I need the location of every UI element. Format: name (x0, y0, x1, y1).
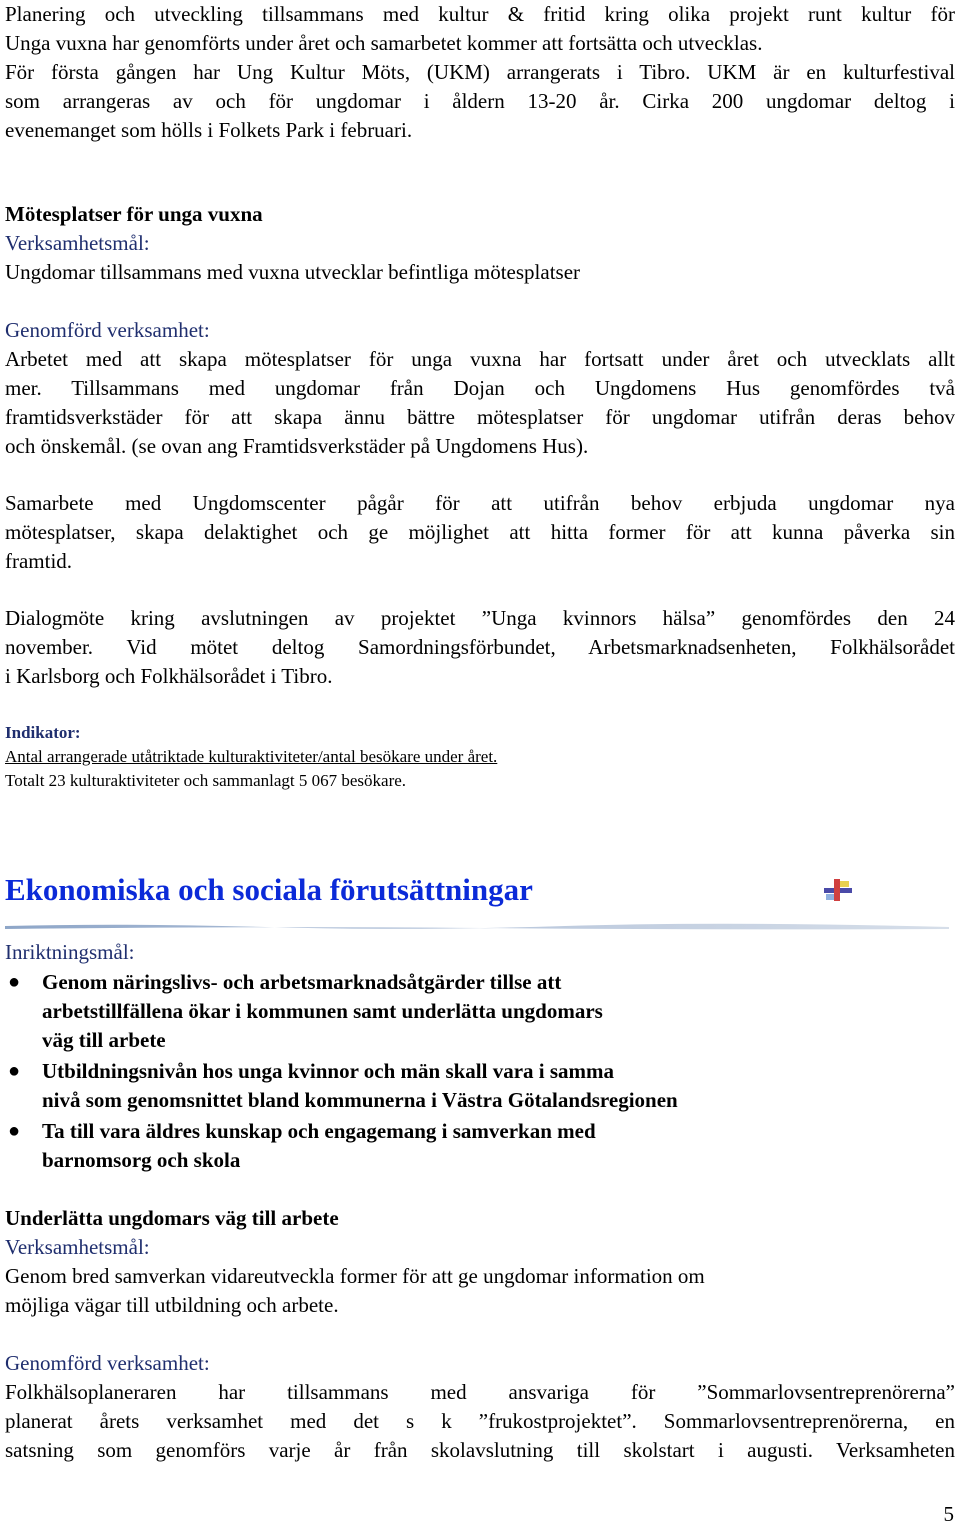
decorative-cross-icon (820, 876, 856, 904)
direction-goals-list (0, 968, 900, 1175)
done-label: Genomförd verksamhet: (5, 1351, 210, 1375)
section-heading-motesplatser: Mötesplatser för unga vuxna (5, 202, 263, 226)
text-line: planerat årets verksamhet med det s k ”frukostprojektet”. Sommarlovsentreprenörerna, en (5, 1409, 955, 1433)
text-line: Planering och utveckling tillsammans med kultur & fritid kring olika projekt runt kultur för (5, 2, 955, 26)
done-label: Genomförd verksamhet: (5, 318, 210, 342)
goal-label: Verksamhetsmål: (5, 231, 150, 255)
indicator-text-wrap (5, 744, 955, 769)
page-number: 5 (943, 1502, 954, 1526)
text-line: Dialogmöte kring avslutningen av projektet ”Unga kvinnors hälsa” genomfördes den 24 (5, 606, 955, 630)
indicator-text: Antal arrangerade utåtriktade kulturaktiviteter/antal besökare under året. (5, 747, 498, 766)
paragraph (5, 489, 955, 576)
text-line: För första gången har Ung Kultur Möts, (UKM) arrangerats i Tibro. UKM är en kulturfestival (5, 60, 955, 84)
heading-divider (5, 922, 949, 932)
direction-label: Inriktningsmål: (5, 940, 135, 964)
paragraph (5, 604, 955, 691)
text-line: Samarbete med Ungdomscenter pågår för att utifrån behov erbjuda ungdomar nya (5, 491, 955, 515)
text-line: arbetstillfällena ökar i kommunen samt underlätta ungdomars (42, 999, 603, 1023)
bullet-icon: ● (8, 1120, 21, 1142)
text-line: framtidsverkstäder för att skapa ännu bättre mötesplatser för ungdomar utifrån deras behov (5, 405, 955, 429)
indicator-label: Indikator: (5, 723, 81, 742)
text-line: som arrangeras av och för ungdomar i åldern 13-20 år. Cirka 200 ungdomar deltog i (5, 89, 955, 113)
text-line: Arbetet med att skapa mötesplatser för unga vuxna har fortsatt under året och utvecklats allt (5, 347, 955, 371)
goal-label: Verksamhetsmål: (5, 1235, 150, 1259)
goal-text: Ungdomar tillsammans med vuxna utvecklar befintliga mötesplatser (5, 260, 581, 284)
sub-heading: Underlätta ungdomars väg till arbete (5, 1206, 339, 1230)
text-line: november. Vid mötet deltog Samordningsförbundet, Arbetsmarknadsenheten, Folkhälsorådet (5, 635, 955, 659)
list-item (0, 968, 900, 1055)
text-line: möjliga vägar till utbildning och arbete. (5, 1293, 339, 1317)
text-line: Utbildningsnivån hos unga kvinnor och män skall vara i samma (42, 1059, 615, 1083)
list-item (0, 1057, 900, 1115)
bullet-icon: ● (8, 971, 21, 993)
paragraph (5, 345, 955, 461)
bullet-icon: ● (8, 1060, 21, 1082)
text-line: Ta till vara äldres kunskap och engagemang i samverkan med (42, 1119, 596, 1143)
text-line: evenemanget som hölls i Folkets Park i februari. (5, 118, 413, 142)
text-line: mötesplatser, skapa delaktighet och ge möjlighet att hitta former för att kunna påverka sin (5, 520, 955, 544)
intro-paragraph (5, 0, 955, 145)
text-line: väg till arbete (42, 1028, 166, 1052)
chapter-heading: Ekonomiska och sociala förutsättningar (5, 872, 533, 907)
text-line: framtid. (5, 549, 73, 573)
text-line: nivå som genomsnittet bland kommunerna i Västra Götalandsregionen (42, 1088, 678, 1112)
text-line: i Karlsborg och Folkhälsorådet i Tibro. (5, 664, 333, 688)
paragraph (5, 1378, 955, 1465)
text-line: barnomsorg och skola (42, 1148, 241, 1172)
text-line: mer. Tillsammans med ungdomar från Dojan och Ungdomens Hus genomfördes två (5, 376, 955, 400)
text-line: Folkhälsoplaneraren har tillsammans med ansvariga för ”Sommarlovsentreprenörerna” (5, 1380, 955, 1404)
text-line: och önskemål. (se ovan ang Framtidsverkstäder på Ungdomens Hus). (5, 434, 589, 458)
text-line: Genom näringslivs- och arbetsmarknadsåtgärder tillse att (42, 970, 562, 994)
goal-text (5, 1262, 955, 1320)
text-line: satsning som genomförs varje år från skolavslutning till skolstart i augusti. Verksamheten (5, 1438, 955, 1462)
text-line: Unga vuxna har genomförts under året och samarbetet kommer att fortsätta och utvecklas. (5, 31, 763, 55)
indicator-result: Totalt 23 kulturaktiviteter och sammanlagt 5 067 besökare. (5, 771, 407, 790)
list-item (0, 1117, 900, 1175)
text-line: Genom bred samverkan vidareutveckla former för att ge ungdomar information om (5, 1264, 705, 1288)
